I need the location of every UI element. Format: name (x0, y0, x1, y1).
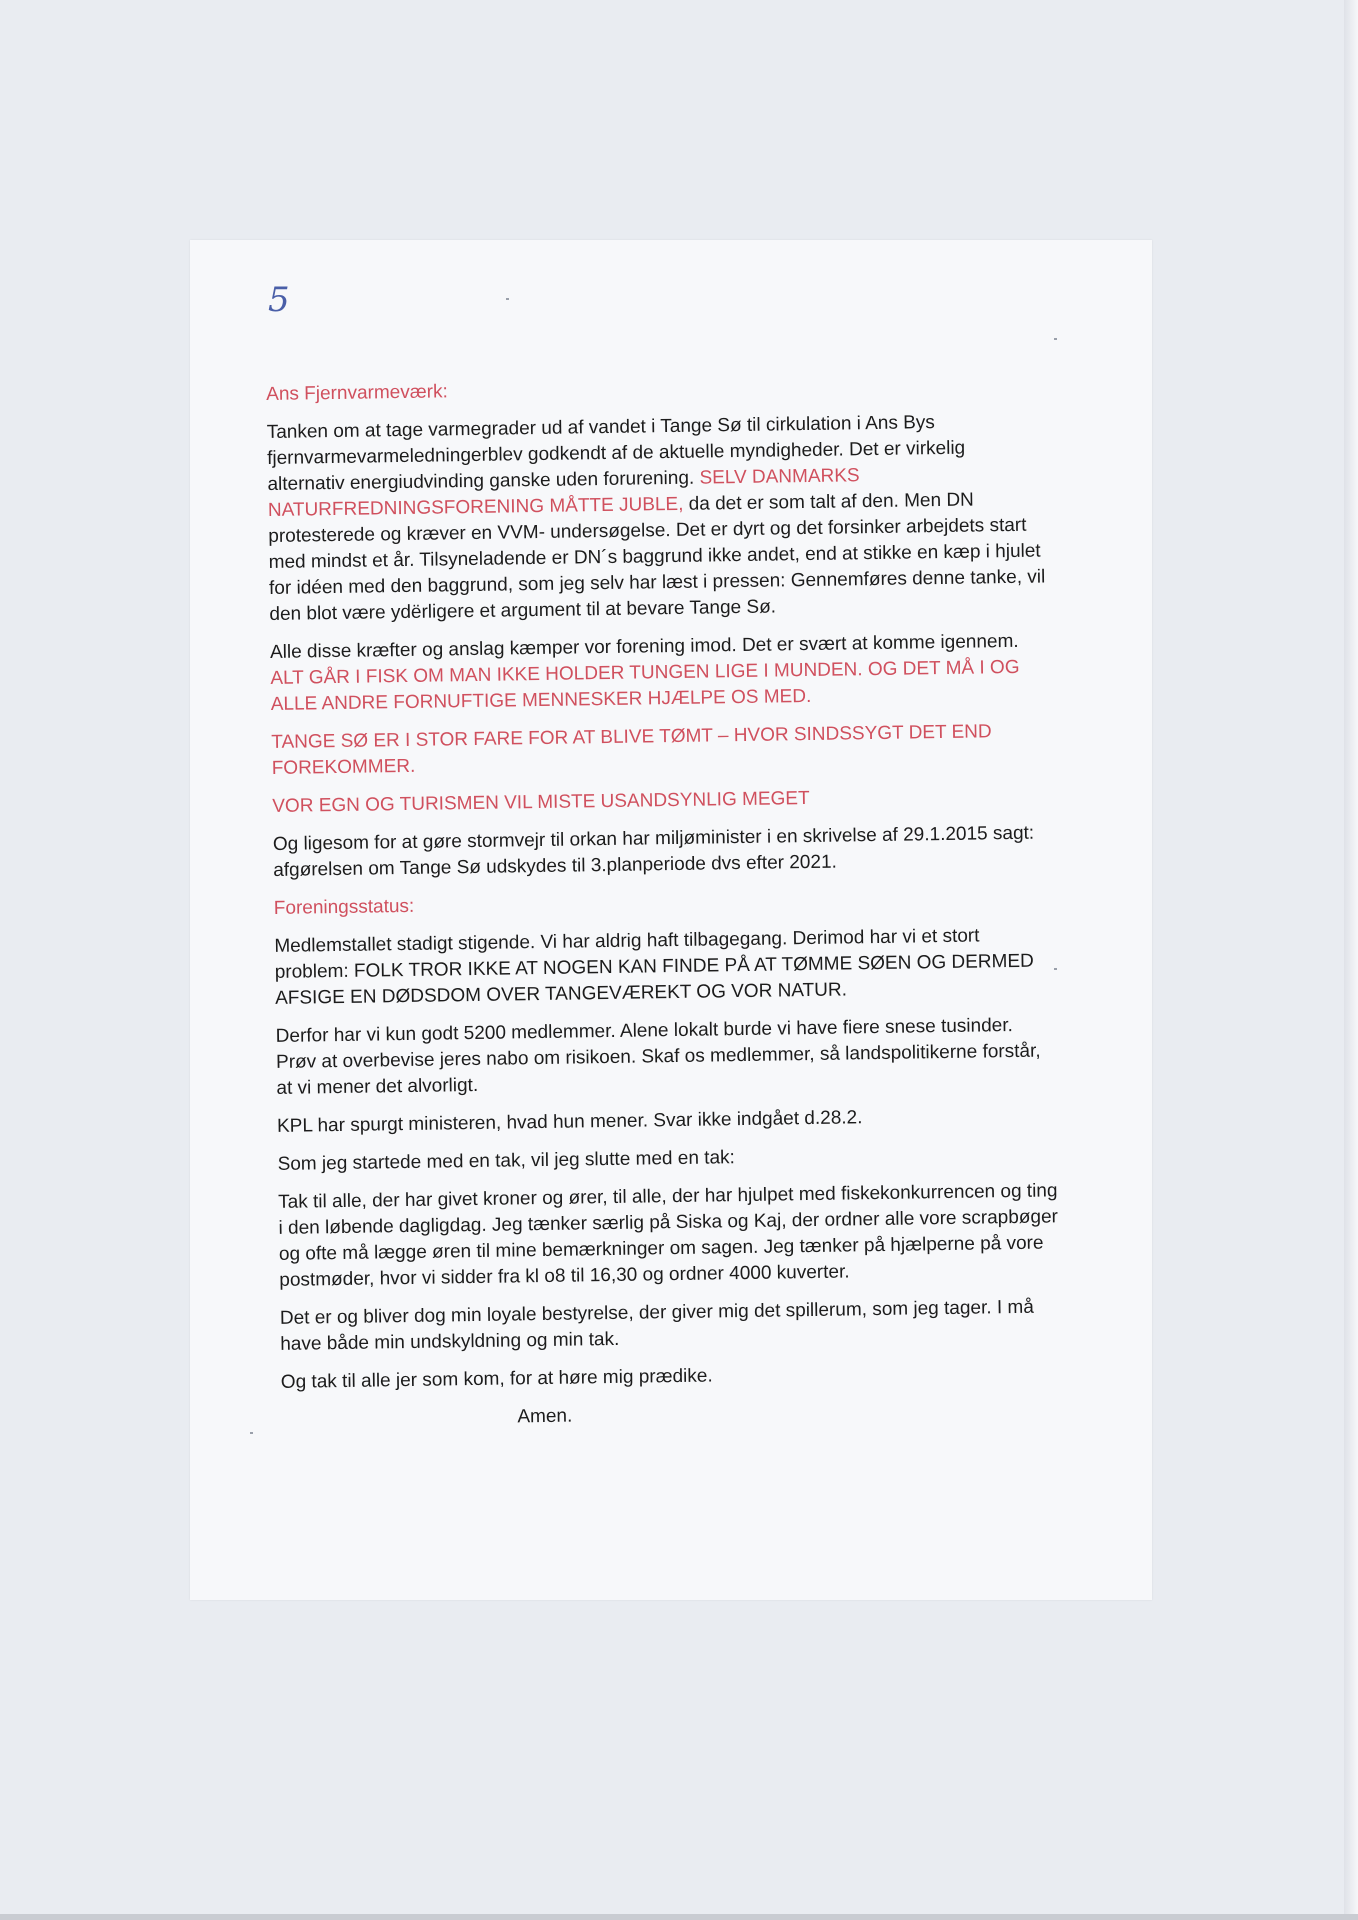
highlighted-text: ALT GÅR I FISK OM MAN IKKE HOLDER TUNGEN LIGE I MUNDEN. OG DET MÅ I OG ALLE ANDRE FORNUFTIGE MENNESKER HJÆLPE OS MED. (270, 656, 1020, 715)
closing-amen: Amen. (517, 1405, 573, 1428)
paragraph: Derfor har vi kun godt 5200 medlemmer. Alene lokalt burde vi have fiere snese tusinder. Prøv at overbevise jeres nabo om risikoen. Skaf os medlemmer, så landspolitikerne forstår, at vi mener det alvorligt. (275, 1014, 1041, 1099)
scan-edge-bottom (0, 1914, 1358, 1920)
scan-speck (1054, 338, 1057, 340)
paragraph: Tak til alle, der har givet kroner og ører, til alle, der har hjulpet med fiskekonkurrencen og ting i den løbende dagligdag. Jeg tænker særlig på Siska og Kaj, der ordner alle vore scrapbøger og ofte må lægge øren til mine bemærkninger om sagen. Jeg tænker på hjælperne på vore postmøder, hvor vi sidder fra kl o8 til 16,30 og ordner 4000 kuverter. (278, 1180, 1059, 1291)
scan-speck (506, 298, 509, 300)
paragraph (270, 628, 1051, 718)
paragraph: KPL har spurgt ministeren, hvad hun mener. Svar ikke indgået d.28.2. (276, 1107, 863, 1137)
paragraph (267, 408, 1050, 628)
scan-edge-right (1344, 0, 1358, 1920)
paragraph: Medlemstallet stadigt stigende. Vi har aldrig haft tilbagegang. Derimod har vi et stort problem: FOLK TROR IKKE AT NOGEN KAN FINDE PÅ AT TØMME SØEN OG DERMED AFSIGE EN DØDSDOM OVER TANGEVÆREKT OG VOR NATUR. (274, 925, 1034, 1009)
highlighted-text: SELV DANMARKS NATURFREDNINGSFORENING MÅTTE JUBLE, (267, 465, 860, 521)
handwritten-page-number: 5 (268, 280, 290, 320)
paragraph-text: da det er som talt af den. Men DN protesterede og kræver en VVM- undersøgelse. Det er dyrt og det forsinker arbejdets start med mindst et år. Tilsyneladende er DN´s baggrund ikke andet, end at stikke en kæp i hjulet for idéen med den baggrund, som jeg selv har læst i pressen: Gennemføres denne tanke, vil den blot være ydërligere et argument til at bevare Tange Sø. (268, 489, 1046, 625)
paragraph-text: Tanken om at tage varmegrader ud af vandet i Tange Sø til cirkulation i Ans Bys fjernvarmevarmeledningerblev godkendt af de aktuelle myndigheder. Det er virkelig alternativ energiudvinding ganske uden forurening. (266, 412, 966, 495)
paragraph: Det er og bliver dog min loyale bestyrelse, der giver mig det spillerum, som jeg tager. I må have både min undskyldning og min tak. (279, 1296, 1034, 1355)
paragraph: Og tak til alle jer som kom, for at høre mig prædike. (280, 1365, 713, 1393)
section-heading-fjernvarme: Ans Fjernvarmeværk: (266, 381, 448, 405)
section-heading-foreningsstatus: Foreningsstatus: (273, 895, 415, 919)
paragraph: Som jeg startede med en tak, vil jeg slutte med en tak: (277, 1147, 736, 1175)
document-body (266, 370, 1062, 1433)
paragraph: Og ligesom for at gøre stormvejr til orkan har miljøminister i en skrivelse af 29.1.2015 sagt: afgørelsen om Tange Sø udskydes til 3.planperiode dvs efter 2021. (272, 822, 1035, 881)
highlighted-paragraph: VOR EGN OG TURISMEN VIL MISTE USANDSYNLIG MEGET (272, 787, 810, 817)
paragraph-text: Alle disse kræfter og anslag kæmper vor forening imod. Det er svært at komme igennem. (269, 630, 1019, 663)
highlighted-paragraph: TANGE SØ ER I STOR FARE FOR AT BLIVE TØMT – HVOR SINDSSYGT DET END FOREKOMMER. (271, 721, 992, 779)
scan-speck (250, 1432, 253, 1434)
